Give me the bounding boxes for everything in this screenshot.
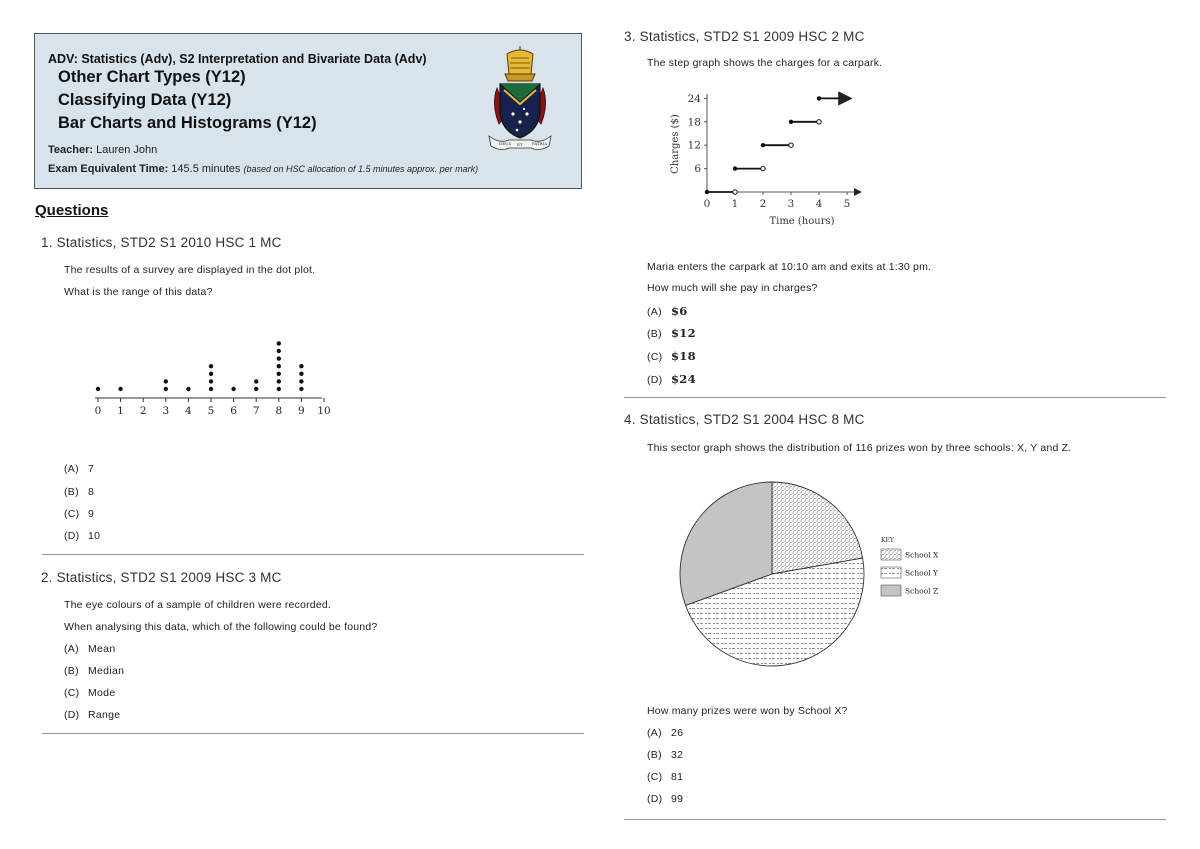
q4-divider (624, 819, 1166, 820)
step-x-label: Time (hours) (769, 216, 835, 227)
subtopic-1: Other Chart Types (Y12) (58, 68, 246, 86)
q3-option-d[interactable] (647, 372, 696, 386)
step-x-tick-label: 3 (787, 198, 795, 210)
dot-plot-tick-label: 9 (298, 405, 305, 417)
q1-option-d-value: 10 (88, 530, 101, 542)
dot-plot-dot (277, 349, 281, 353)
q2-option-a-value: Mean (88, 643, 116, 655)
step-closed-point (817, 96, 821, 100)
q4-option-c[interactable] (647, 771, 683, 783)
step-y-tick-label: 24 (687, 92, 701, 105)
dot-plot-dot (164, 379, 168, 383)
exam-time-note: (based on HSC allocation of 1.5 minutes approx. per mark) (243, 164, 479, 174)
q3-option-b[interactable] (647, 326, 696, 340)
dot-plot-dot (277, 387, 281, 391)
dot-plot-dot (299, 364, 303, 368)
dot-plot-dot (277, 372, 281, 376)
step-x-tick-label: 4 (815, 198, 823, 210)
q1-line-2: What is the range of this data? (64, 286, 213, 298)
questions-heading: Questions (35, 202, 109, 219)
subtopic-3: Bar Charts and Histograms (Y12) (58, 114, 317, 132)
pie-legend-swatch (881, 567, 901, 578)
step-open-point (817, 120, 821, 124)
q4-intro: This sector graph shows the distribution of 116 prizes won by three schools: X, Y and Z. (647, 442, 1072, 454)
dot-plot-dot (118, 387, 122, 391)
q1-option-a-value: 7 (88, 463, 95, 475)
q1-title: 1. Statistics, STD2 S1 2010 HSC 1 MC (41, 235, 282, 250)
dot-plot-tick-label: 2 (139, 405, 147, 417)
dot-plot-tick-label: 3 (162, 405, 170, 417)
q2-option-a-label: (A) (64, 643, 79, 655)
dot-plot-dot (277, 341, 281, 345)
q4-option-a-label: (A) (647, 727, 662, 739)
subtopic-2: Classifying Data (Y12) (58, 91, 232, 109)
exam-time-line (48, 163, 478, 175)
step-y-tick-label: 12 (687, 139, 701, 152)
dot-plot-tick-label: 1 (117, 405, 124, 417)
step-x-tick-label: 1 (731, 198, 739, 210)
exam-time-value: 145.5 minutes (171, 163, 241, 175)
dot-plot-dot (299, 379, 303, 383)
q3-title: 3. Statistics, STD2 S1 2009 HSC 2 MC (624, 29, 865, 44)
q4-option-d[interactable] (647, 793, 683, 805)
q1-option-a-label: (A) (64, 463, 79, 475)
dot-plot-tick-label: 4 (185, 405, 192, 417)
q4-option-c-value: 81 (671, 771, 684, 783)
step-x-tick-label: 0 (703, 198, 711, 210)
school-crest-icon (487, 44, 553, 152)
q3-option-b-label: (B) (647, 328, 662, 340)
q3-option-d-value: $24 (671, 372, 696, 386)
q4-option-b[interactable] (647, 749, 683, 761)
q1-line-1: The results of a survey are displayed in the dot plot. (64, 264, 316, 276)
q1-option-b[interactable] (64, 486, 94, 498)
q1-option-d-label: (D) (64, 530, 80, 542)
q3-option-c[interactable] (647, 349, 696, 363)
step-closed-point (789, 120, 793, 124)
q2-option-c[interactable] (64, 687, 115, 699)
teacher-line (48, 144, 157, 156)
q3-line-1: Maria enters the carpark at 10:10 am and exits at 1:30 pm. (647, 261, 932, 273)
dot-plot-dot (277, 356, 281, 360)
q2-option-c-label: (C) (64, 687, 80, 699)
step-closed-point (733, 166, 737, 170)
dot-plot-tick-label: 0 (94, 405, 102, 417)
step-closed-point (705, 190, 709, 194)
crest-motto-mid: ET (517, 142, 523, 147)
step-x-tick-label: 5 (843, 198, 851, 210)
q3-option-a[interactable] (647, 304, 688, 318)
dot-plot-tick-label: 8 (275, 405, 283, 417)
q1-option-d[interactable] (64, 530, 100, 542)
step-open-point (789, 143, 793, 147)
q1-option-c[interactable] (64, 508, 94, 520)
dot-plot-dot (277, 379, 281, 383)
q2-option-a[interactable] (64, 643, 115, 655)
q2-option-b-value: Median (88, 665, 125, 677)
step-y-label: Charges ($) (670, 114, 681, 174)
pie-legend-swatch (881, 549, 901, 560)
q4-question: How many prizes were won by School X? (647, 705, 848, 717)
q3-option-c-label: (C) (647, 351, 663, 363)
pie-legend-label: School Y (905, 568, 938, 578)
q2-line-1: The eye colours of a sample of children were recorded. (64, 599, 332, 611)
dot-plot-chart (86, 328, 336, 420)
step-open-point (761, 166, 765, 170)
q2-option-d[interactable] (64, 709, 120, 721)
step-closed-point (761, 143, 765, 147)
q2-option-b[interactable] (64, 665, 124, 677)
q2-option-d-value: Range (88, 709, 121, 721)
q2-divider (42, 733, 584, 734)
q4-option-c-label: (C) (647, 771, 663, 783)
topic-header-box (34, 33, 582, 189)
exam-time-label: Exam Equivalent Time: (48, 163, 169, 175)
dot-plot-dot (209, 364, 213, 368)
pie-legend-label: School Z (905, 586, 939, 596)
q3-option-d-label: (D) (647, 374, 663, 386)
q4-option-a[interactable] (647, 727, 683, 739)
q3-line-2: How much will she pay in charges? (647, 282, 818, 294)
q2-line-2: When analysing this data, which of the following could be found? (64, 621, 378, 633)
q2-option-c-value: Mode (88, 687, 116, 699)
q4-option-b-label: (B) (647, 749, 662, 761)
step-x-tick-label: 2 (759, 198, 767, 210)
q3-intro: The step graph shows the charges for a carpark. (647, 57, 883, 69)
step-y-tick-label: 18 (687, 116, 701, 129)
q3-option-a-value: $6 (671, 304, 688, 318)
q3-option-c-value: $18 (671, 349, 696, 363)
dot-plot-dot (209, 372, 213, 376)
q2-title: 2. Statistics, STD2 S1 2009 HSC 3 MC (41, 570, 282, 585)
pie-legend-title: KEY (881, 537, 894, 544)
dot-plot-dot (164, 387, 168, 391)
step-y-tick-label: 6 (694, 163, 701, 176)
q1-divider (42, 554, 584, 555)
dot-plot-dot (299, 372, 303, 376)
dot-plot-tick-label: 5 (207, 405, 215, 417)
dot-plot-dot (277, 364, 281, 368)
dot-plot-dot (209, 387, 213, 391)
teacher-name: Lauren John (96, 144, 158, 156)
crest-motto-left: DEUS (499, 141, 512, 146)
teacher-label: Teacher: (48, 144, 94, 156)
step-open-point (733, 190, 737, 194)
dot-plot-tick-label: 7 (252, 405, 260, 417)
q4-option-d-value: 99 (671, 793, 684, 805)
pie-legend-swatch (881, 585, 901, 596)
q4-option-a-value: 26 (671, 727, 684, 739)
q2-option-d-label: (D) (64, 709, 80, 721)
dot-plot-dot (254, 387, 258, 391)
dot-plot-tick-label: 10 (317, 405, 331, 417)
q1-option-b-value: 8 (88, 486, 95, 498)
topic-title: ADV: Statistics (Adv), S2 Interpretation and Bivariate Data (Adv) (48, 52, 427, 66)
q1-option-a[interactable] (64, 463, 94, 475)
dot-plot-tick-label: 6 (230, 405, 237, 417)
q2-option-b-label: (B) (64, 665, 79, 677)
pie-legend-label: School X (905, 550, 939, 560)
q1-option-c-value: 9 (88, 508, 95, 520)
step-graph-chart (662, 86, 892, 232)
sector-graph-chart (676, 476, 976, 672)
dot-plot-dot (254, 379, 258, 383)
crest-motto-right: PATRIA (532, 141, 548, 146)
q1-option-b-label: (B) (64, 486, 79, 498)
q4-option-d-label: (D) (647, 793, 663, 805)
dot-plot-dot (231, 387, 235, 391)
q4-title: 4. Statistics, STD2 S1 2004 HSC 8 MC (624, 412, 865, 427)
dot-plot-dot (299, 387, 303, 391)
q4-option-b-value: 32 (671, 749, 684, 761)
q3-option-b-value: $12 (671, 326, 696, 340)
q1-option-c-label: (C) (64, 508, 80, 520)
dot-plot-dot (209, 379, 213, 383)
dot-plot-dot (96, 387, 100, 391)
q3-option-a-label: (A) (647, 306, 662, 318)
dot-plot-dot (186, 387, 190, 391)
q3-divider (624, 397, 1166, 398)
